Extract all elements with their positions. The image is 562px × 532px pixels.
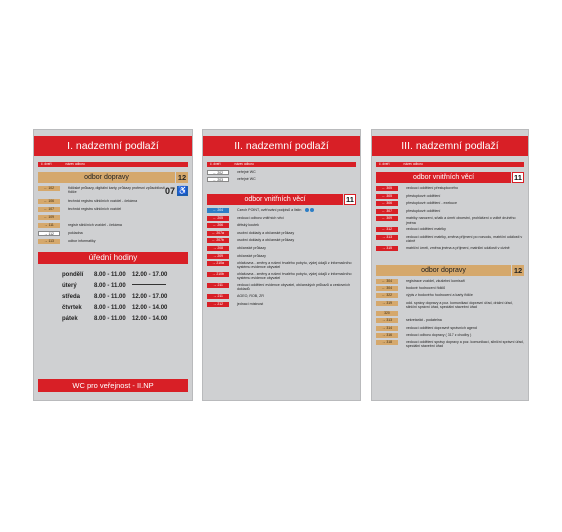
door-number-badge: ← 102 <box>38 186 60 191</box>
door-number-badge: → 211 <box>207 283 229 288</box>
door-list-2 <box>376 279 524 348</box>
door-description: registr silničních vozidel - čekárna <box>68 223 122 227</box>
door-number-badge: ← 106 <box>38 199 60 204</box>
floor-footer: WC pro veřejnost - II.NP <box>38 379 188 392</box>
hours-row <box>62 269 192 280</box>
door-description: přestupkové oddělení - exekuce <box>406 201 457 206</box>
list-item <box>207 254 356 259</box>
list-item <box>376 186 524 191</box>
door-number-badge: ← 306 <box>376 201 398 206</box>
day-label: pondělí <box>62 271 84 278</box>
list-item <box>376 201 524 206</box>
door-number-badge: ← 107 <box>38 207 60 212</box>
floor-title: II. nadzemní podlaží <box>203 136 360 156</box>
list-item <box>376 333 524 338</box>
afternoon-hours: 12.00 - 17.00 <box>132 293 168 300</box>
hours-row <box>62 291 192 302</box>
door-description: bodové hodnocení řidičů <box>406 286 446 291</box>
door-description: sekretariát - podatelna <box>406 318 442 323</box>
morning-hours: 8.00 - 11.00 <box>94 304 126 311</box>
door-description: AGEO, ROB, ZR <box>237 294 264 299</box>
door-description: matriční úmrtí, změna jména a příjmení, matriční události v cizině <box>406 245 510 250</box>
door-description: vedoucí oddělení správy dopravy a poz. komunikací, silniční správní úřad, speciální stavební úřad <box>406 339 524 349</box>
door-description: Czech POINT, ověřování podpisů a listin <box>229 208 356 212</box>
door-number-badge: ← 207a <box>207 231 229 236</box>
day-label: středa <box>62 293 81 300</box>
column-header: č. dveří název odboru <box>376 162 524 167</box>
door-description: vedoucí odboru dopravy ( 317 z chodby ) <box>406 332 472 337</box>
door-description: občanské průkazy <box>237 253 266 258</box>
door-number-badge: ← 307 <box>376 209 398 214</box>
door-description: veřejné WC <box>237 170 256 174</box>
door-description: odd. správy dopravy a poz. komunikací dopravní úřad, drážní úřad, silniční správní úřad, speciální stavební úřad <box>406 300 513 309</box>
floor-sign-1 <box>34 130 192 400</box>
door-number-badge: ← 205 <box>207 216 229 221</box>
list-item <box>376 246 524 251</box>
door-description: vedoucí oddělení dopravně správních agend <box>406 325 477 330</box>
hours-row <box>62 302 192 313</box>
door-number-badge: → 315 <box>376 246 398 251</box>
door-number-badge: → 210a <box>207 261 229 266</box>
door-description: výpis z bodového hodnocení a karty řidiče <box>406 293 473 298</box>
day-label: čtvrtek <box>62 304 82 311</box>
door-number-badge: → 313 <box>376 235 398 240</box>
list-item <box>376 293 524 298</box>
door-number-badge: ← 304 <box>376 279 398 284</box>
department-header: odbor vnitřních věcí 11 <box>376 172 524 183</box>
list-item <box>376 235 524 243</box>
list-item <box>207 223 356 228</box>
hours-row <box>62 313 192 324</box>
list-item <box>376 340 524 348</box>
list-item <box>376 318 524 323</box>
door-number-badge: ← 309 <box>376 216 398 221</box>
list-item <box>207 238 356 243</box>
list-item <box>376 209 524 214</box>
afternoon-hours: 12.00 - 14.00 <box>132 315 168 322</box>
department-header-2: odbor dopravy 12 <box>376 265 524 276</box>
list-item <box>207 302 356 307</box>
list-item <box>38 239 188 244</box>
door-number-badge: ← 322 <box>376 293 398 298</box>
door-list <box>207 208 356 307</box>
list-item <box>376 326 524 331</box>
door-description: vedoucí oddělení matriky, změna příjmení po rozvodu, matriční události v cizině <box>406 234 523 244</box>
door-description: odbor informatiky <box>68 239 96 243</box>
office-hours-table <box>62 269 192 324</box>
morning-hours: 8.00 - 11.00 <box>94 315 126 322</box>
door-number-badge: ← 304 <box>376 286 398 291</box>
department-header: odbor dopravy 12 <box>38 172 188 183</box>
door-number-badge: ← 206 <box>207 223 229 228</box>
door-description: vedoucí oddělení evidence obyvatel, občanských průkazů a cestovních dokladů <box>237 283 351 292</box>
door-description: osobní doklady a občanské průkazy <box>237 238 295 243</box>
door-number-badge: → 113 <box>38 239 60 244</box>
morning-hours: 8.00 - 11.00 <box>94 271 126 278</box>
morning-hours: 8.00 - 11.00 <box>94 293 126 300</box>
door-number-badge: ← 204 <box>207 208 229 213</box>
door-number-badge: ← 305 <box>376 186 398 191</box>
door-number-badge: ← 312 <box>376 227 398 232</box>
afternoon-hours <box>132 283 172 289</box>
door-number-badge: → 313 <box>376 318 398 323</box>
door-number-badge: ← 203 <box>207 177 229 182</box>
door-number-badge: → 111 <box>38 223 60 228</box>
door-description: dětský koutek <box>237 223 259 228</box>
door-description: občanské průkazy <box>237 245 266 250</box>
door-description: veřejné WC <box>237 177 256 181</box>
door-number-badge: → 316 <box>376 333 398 338</box>
department-header: odbor vnitřních věcí 11 <box>207 194 356 205</box>
closed-dash <box>132 284 166 285</box>
door-list <box>38 186 188 244</box>
list-item <box>38 199 188 204</box>
wheelchair-icon: ♿ <box>177 186 188 195</box>
department-number-2: 12 <box>513 265 523 275</box>
list-item <box>38 231 188 236</box>
door-list <box>376 186 524 251</box>
department-number: 11 <box>512 172 524 183</box>
door-number-badge: ← 305 <box>376 194 398 199</box>
afternoon-hours: 12.00 - 14.00 <box>132 304 168 311</box>
door-description: jednací místnost <box>237 301 264 306</box>
door-number-badge: → 112 <box>38 231 60 236</box>
floor-sign-2 <box>203 130 360 400</box>
door-number-badge: 320 <box>376 311 398 316</box>
list-item <box>207 231 356 236</box>
door-number-badge: → 314 <box>376 326 398 331</box>
afternoon-hours: 12.00 - 17.00 <box>132 271 168 278</box>
door-description: technici registru silničních vozidel <box>68 207 122 211</box>
list-item <box>207 294 356 299</box>
door-description: registrace vozidel, zkušební komisaři <box>406 278 465 283</box>
door-description: osobní doklady a občanské průkazy <box>237 230 295 235</box>
elevator-icon <box>305 208 314 212</box>
door-number-badge: → 208 <box>207 246 229 251</box>
list-item <box>207 208 356 213</box>
list-item <box>376 279 524 284</box>
list-item <box>38 215 188 220</box>
list-item <box>207 170 356 175</box>
list-item <box>207 272 356 280</box>
floor-title: I. nadzemní podlaží <box>34 136 192 156</box>
list-item <box>38 223 188 228</box>
door-description: vedoucí odboru vnitřních věcí <box>237 215 284 220</box>
door-number-badge: ← 207b <box>207 238 229 243</box>
door-number-badge: → 211 <box>207 294 229 299</box>
hours-row <box>62 280 192 291</box>
column-header: č. dveří název odboru <box>38 162 188 167</box>
list-item <box>376 301 524 309</box>
door-description: řidičské průkazy, digitální karty, průkazy profesní způsobilosti řidiče <box>68 186 165 195</box>
door-number-badge: ← 109 <box>38 215 60 220</box>
day-label: úterý <box>62 282 77 289</box>
list-item <box>207 246 356 251</box>
door-number-badge: → 209 <box>207 254 229 259</box>
morning-hours: 8.00 - 11.00 <box>94 282 126 289</box>
list-item <box>38 207 188 212</box>
door-description: technici registru silničních vozidel - čekárna <box>68 199 138 203</box>
door-description: pokladna <box>68 231 83 235</box>
department-number: 12 <box>177 173 187 182</box>
floor-sign-3 <box>372 130 528 400</box>
list-item <box>207 283 356 291</box>
list-item <box>376 311 524 316</box>
door-description: ohlašovna - změny a rušení trvalého pobytu, výdej údajů z informačního systému evidence obyvatel <box>237 272 352 281</box>
list-item <box>376 194 524 199</box>
door-number-badge: → 210b <box>207 272 229 277</box>
door-description: přestupkové oddělení <box>406 193 441 198</box>
column-header: č. dveří název odboru <box>207 162 356 167</box>
door-number-badge: → 212 <box>207 302 229 307</box>
door-description: matriky narození, sňatk a úmrtí obcestní, prohlášení o volbě druhého jména <box>406 216 516 225</box>
list-item <box>207 261 356 269</box>
room-number: 07 <box>164 186 175 196</box>
list-item <box>376 286 524 291</box>
door-description: vedoucí oddělení přestupkového <box>406 186 458 190</box>
list-item <box>207 216 356 221</box>
door-description: vedoucí oddělení matriky <box>406 227 446 232</box>
floor-title: III. nadzemní podlaží <box>372 136 528 156</box>
door-description: ohlašovna - změny a rušení trvalého pobytu, výdej údajů z informačního systému evidence obyvatel <box>237 261 352 270</box>
list-item <box>376 216 524 224</box>
list-item <box>376 227 524 232</box>
door-number-badge: → 318 <box>376 340 398 345</box>
day-label: pátek <box>62 315 78 322</box>
accessibility-marker <box>165 186 188 196</box>
door-number-badge: → 319 <box>376 301 398 306</box>
office-hours-title: úřední hodiny <box>38 252 188 264</box>
list-item <box>38 186 188 196</box>
department-number: 11 <box>344 194 356 205</box>
door-number-badge: ← 202 <box>207 170 229 175</box>
list-item <box>207 177 356 182</box>
door-description: přestupkové oddělení <box>406 208 441 213</box>
door-list-top <box>207 170 356 182</box>
